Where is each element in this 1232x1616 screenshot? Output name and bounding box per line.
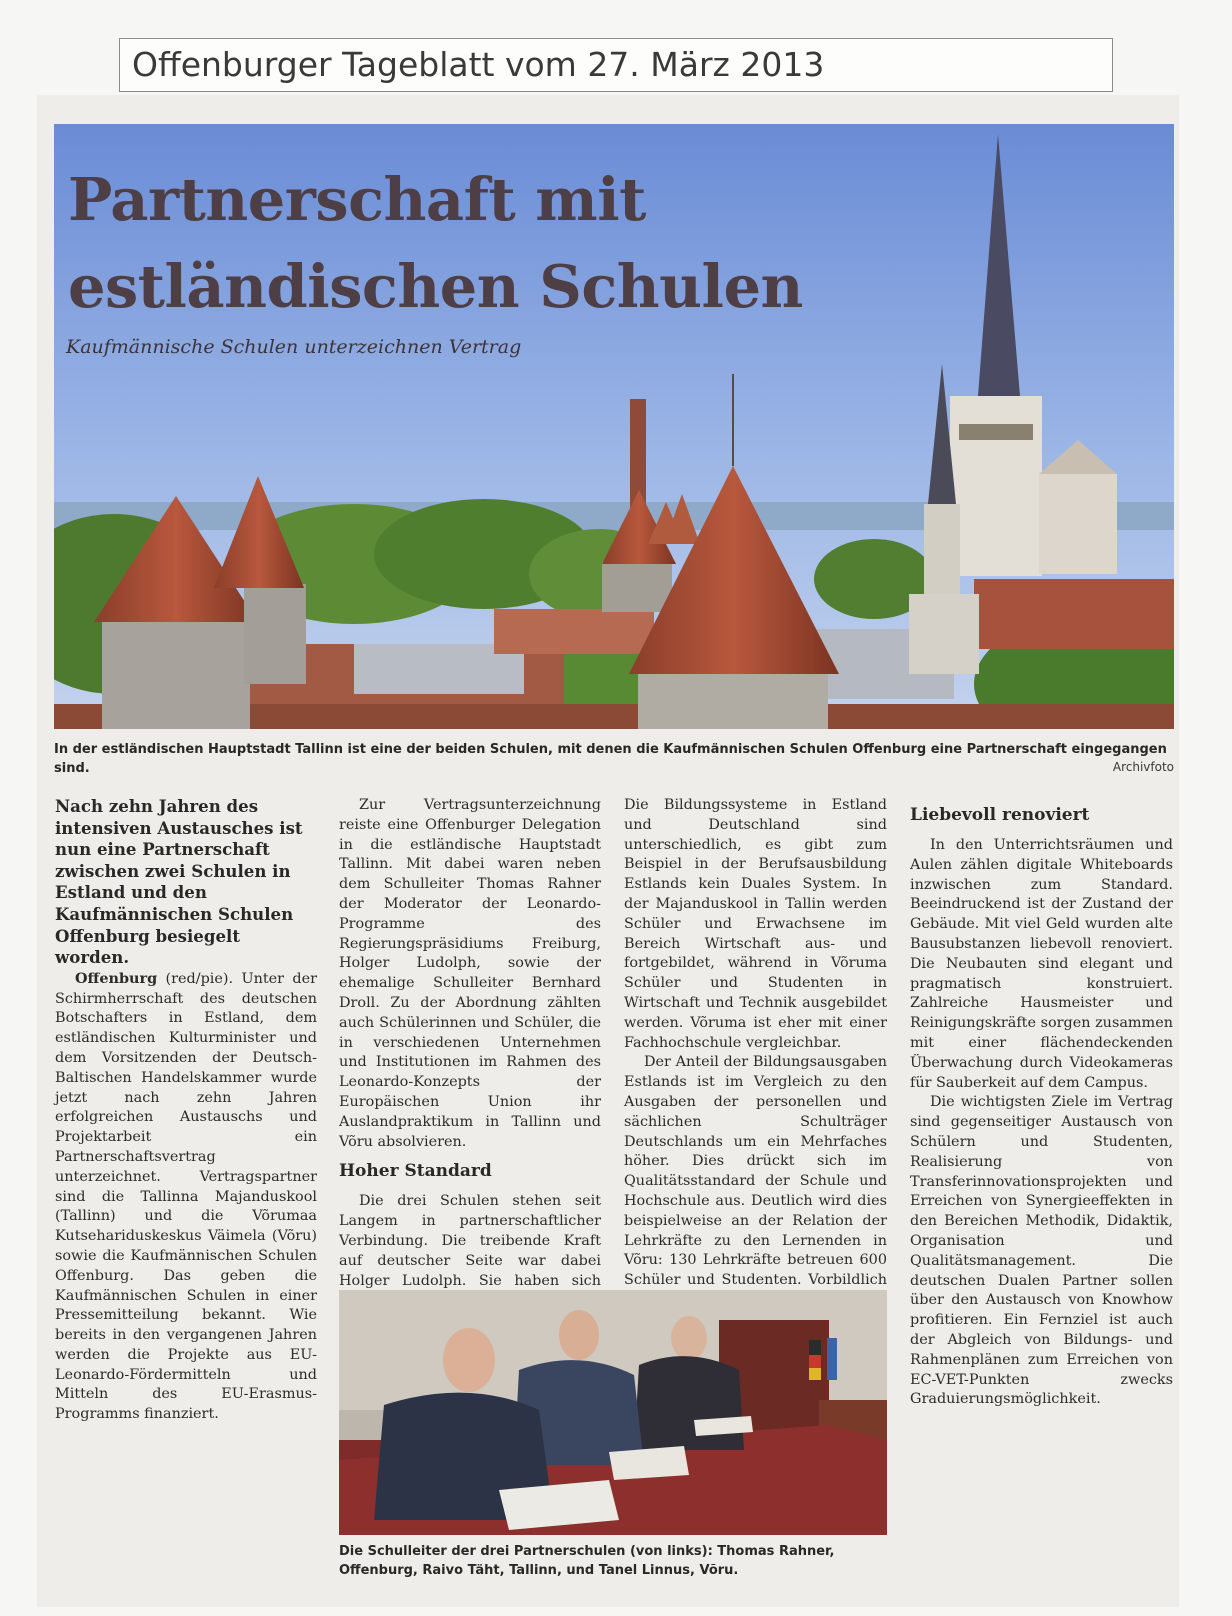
article-paragraph-6: In den Unterrichtsräumen und Aulen zählen digitale Whiteboards inzwischen zum Standard. Beeindruckend ist der Zustand der Gebäude. Mit viel Geld wurden alte Bausubstanzen liebevoll renoviert. Die Neubauten sind elegant und pragmatisch konstruiert. Zahlreiche Hausmeister und Reinigungskräfte sorgen zusammen mit einer flächendeckenden Überwachung durch Videokameras für Sauberkeit auf dem Campus.: [910, 837, 1173, 1091]
article-paragraph-5: Der Anteil der Bildungsausgaben Estlands ist im Vergleich zu den Ausgaben der personellen und sächlichen Schulträger Deutschlands um ein Mehrfaches höher. Dies drückt sich im Qualitätsstandard der Schule und Hochschule aus. Deutlich wird dies beispielweise an der Relation der Lehrkräfte zu den Lernenden in Võru: 130 Lehrkräfte betreuen 600 Schüler und Studenten. Vorbildlich: [624, 1054, 887, 1289]
article-paragraph-2: Zur Vertragsunterzeichnung reiste eine Offenburger Delegation in die estländische Hauptstadt Tallinn. Mit dabei waren neben dem Schulleiter Thomas Rahner der Moderator der Leonardo-Programme des Regierungspräsidiums Freiburg, Holger Ludolph, sowie der ehemalige Schulleiter Bernhard Droll. Zu der Abordnung zählten auch Schülerinnen und Schüler, die in verschiedenen Unternehmen und Institutionen im Rahmen des Leonardo-Konzepts der Europäischen Union ihr Auslandpraktikum in Tallinn und Võru absolvieren.: [339, 797, 601, 1150]
newspaper-source-box: [119, 38, 1113, 92]
article-subheading-1: Hoher Standard: [339, 1161, 492, 1182]
newspaper-source-line: Offenburger Tageblatt vom 27. März 2013: [132, 45, 825, 84]
article-subheadline: Kaufmännische Schulen unterzeichnen Vertrag: [66, 336, 522, 358]
article-column-4: [910, 796, 1173, 1410]
article-paragraph-1: [55, 969, 317, 1425]
signing-ceremony-illustration: [339, 1290, 887, 1535]
article-dateline: Offenburg: [75, 969, 158, 987]
article-column-3: [624, 796, 887, 1331]
article-paragraph-1-text: (red/pie). Unter der Schirmherrschaft des deutschen Botschafters in Estland, dem estländischen Kulturminister und dem Vorsitzenden der Deutsch-Baltischen Handelskammer wurde jetzt nach zehn Jahren erfolgreichen Austauschs und Projektarbeit ein Partnerschaftsvertrag unterzeichnet. Vertragspartner sind die Tallinna Majanduskool (Tallinn) und die Võrumaa Kutsehariduskeskus Väimela (Võru) sowie die Kaufmännischen Schulen Offenburg. Das geben die Kaufmännischen Schulen in einer Pressemitteilung bekannt. Wie bereits in den vergangenen Jahren werden die Projekte aus EU-Leonardo-Fördermitteln und Mitteln des EU-Erasmus-Programms finanziert.: [55, 970, 318, 1423]
hero-photo-tallinn: [54, 124, 1174, 729]
article-subheading-2: Liebevoll renoviert: [910, 805, 1090, 825]
hero-photo-credit: Archivfoto: [1112, 760, 1174, 774]
signing-ceremony-photo: [339, 1290, 887, 1535]
article-paragraph-3: Die drei Schulen stehen seit Langem in partnerschaftlicher Verbindung. Die treibende Kraft auf deutscher Seite war dabei Holger Ludolph. Sie haben sich: [339, 1193, 601, 1289]
article-lead: Nach zehn Jahren des intensiven Austausches ist nun eine Partnerschaft zwischen zwei Schulen in Estland und den Kaufmännischen Schulen Offenburg besiegelt worden.: [55, 796, 303, 968]
article-headline: Partnerschaft mit estländischen Schulen: [68, 165, 803, 321]
article-column-2: [339, 796, 601, 1371]
article-paragraph-4: Die Bildungssysteme in Estland und Deutschland sind unterschiedlich, es gibt zum Beispiel in der Berufsausbildung Estlands kein Duales System. In der Majanduskool in Tallin werden Schüler und Erwachsene im Bereich Wirtschaft aus- und fortgebildet, während in Võruma Schüler und Studenten in Wirtschaft und Technik ausgebildet werden. Võruma ist eher mit einer Fachhochschule vergleichbar.: [624, 797, 887, 1051]
signing-photo-caption: Die Schulleiter der drei Partnerschulen (von links): Thomas Rahner, Offenburg, Raivo Täht, Tallinn, und Tanel Linnus, Võru.: [339, 1544, 835, 1578]
article-paragraph-7: Die wichtigsten Ziele im Vertrag sind gegenseitiger Austausch von Schülern und Studenten, Realisierung von Transferinnovationsprojekten und Erreichen von Synergieeffekten in den Bereichen Methodik, Didaktik, Organisation und Qualitätsmanagement. Die deutschen Dualen Partner sollen über den Austausch von Knowhow profitieren. Ein Fernziel ist auch der Abgleich von Bildungs- und Rahmenplänen zum Erreichen von EC-VET-Punkten zwecks Graduierungsmöglichkeit.: [910, 1094, 1173, 1408]
article-column-1: [55, 796, 317, 1425]
hero-photo-caption: In der estländischen Hauptstadt Tallinn ist eine der beiden Schulen, mit denen die Kaufmännischen Schulen Offenburg eine Partnerschaft eingegangen sind.: [54, 742, 1167, 776]
